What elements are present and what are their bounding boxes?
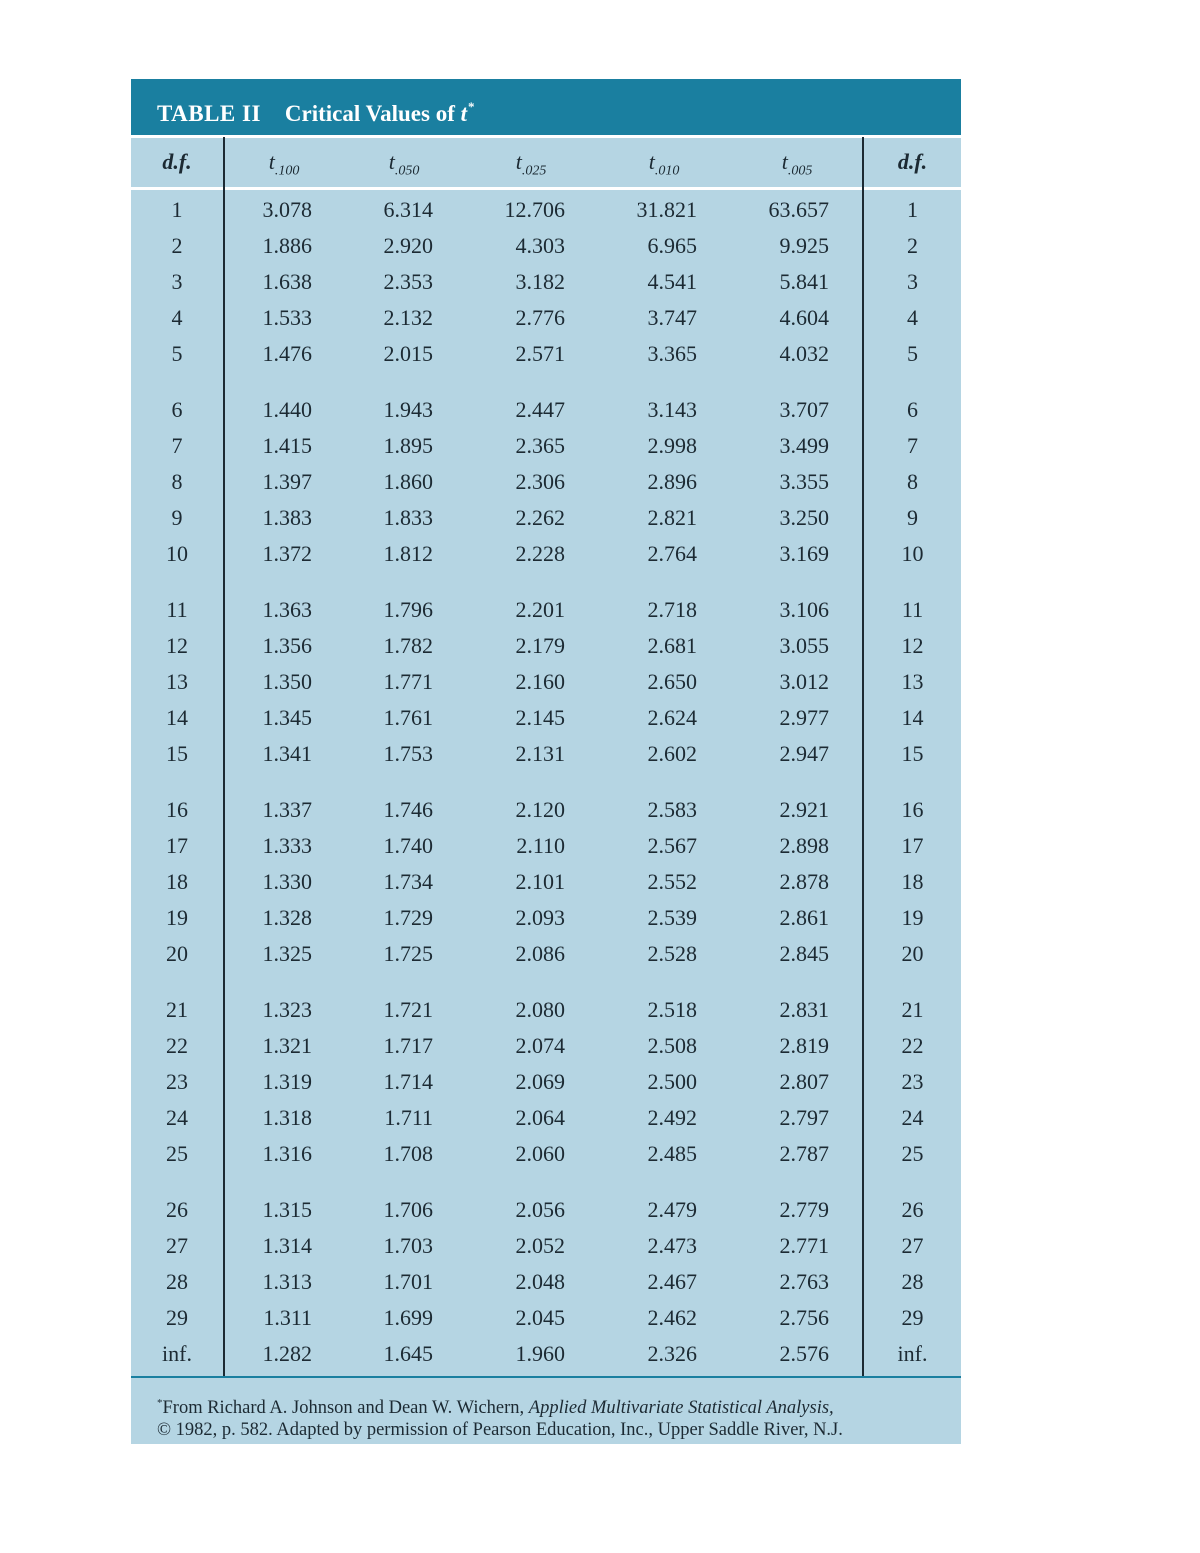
row-value: 1.415 (262, 433, 312, 458)
row-value: 2.861 (779, 905, 829, 930)
row-value: 1.812 (383, 541, 433, 566)
row-value: 1.771 (383, 669, 433, 694)
row-value: 3.012 (779, 669, 829, 694)
row-df-right: 17 (901, 833, 924, 858)
row-df-right: 21 (901, 997, 924, 1022)
row-df-left: 6 (171, 397, 183, 422)
row-value: 1.330 (262, 869, 312, 894)
table-row (131, 869, 961, 903)
table-row (131, 1269, 961, 1303)
row-df-left: 24 (166, 1105, 188, 1130)
table-row (131, 833, 961, 867)
row-value: 1.282 (262, 1341, 312, 1366)
row-df-left: 25 (166, 1141, 188, 1166)
row-value: 2.921 (779, 797, 829, 822)
row-df-right: 18 (901, 869, 924, 894)
row-value: 2.567 (647, 833, 697, 858)
row-df-left: 16 (166, 797, 188, 822)
row-value: 2.069 (515, 1069, 565, 1094)
row-value: 2.110 (516, 833, 565, 858)
header-col-sub: .100 (274, 163, 300, 179)
row-df-right: 14 (901, 705, 924, 730)
table-row (131, 197, 961, 231)
table-row (131, 797, 961, 831)
row-value: 2.821 (647, 505, 697, 530)
row-value: 2.467 (647, 1269, 697, 1294)
row-value: 2.779 (779, 1197, 829, 1222)
row-value: 2.015 (383, 341, 433, 366)
row-value: 2.977 (779, 705, 829, 730)
row-value: 1.318 (262, 1105, 312, 1130)
row-value: 1.321 (262, 1033, 312, 1058)
row-value: 1.325 (262, 941, 312, 966)
row-value: 2.787 (779, 1141, 829, 1166)
row-value: 1.711 (384, 1105, 433, 1130)
row-value: 2.718 (647, 597, 697, 622)
row-value: 9.925 (779, 233, 829, 258)
row-df-left: 13 (166, 669, 188, 694)
row-value: 1.725 (383, 941, 433, 966)
row-value: 2.086 (515, 941, 565, 966)
footnote-marker: * (157, 1397, 163, 1409)
row-df-left: 26 (166, 1197, 188, 1222)
row-df-left: 3 (171, 269, 183, 294)
row-df-right: 19 (901, 905, 924, 930)
row-df-right: 20 (901, 941, 924, 966)
row-df-right: 26 (901, 1197, 924, 1222)
row-df-left: 23 (166, 1069, 188, 1094)
critical-values-table (131, 79, 961, 1444)
row-value: 1.714 (383, 1069, 433, 1094)
row-df-right: 16 (901, 797, 924, 822)
row-value: 2.602 (647, 741, 697, 766)
row-value: 31.821 (636, 197, 697, 222)
row-value: 1.328 (262, 905, 312, 930)
row-df-left: 22 (166, 1033, 188, 1058)
row-value: 1.886 (262, 233, 312, 258)
row-df-left: 29 (166, 1305, 188, 1330)
footnote-line-2: © 1982, p. 582. Adapted by permission of Pearson Education, Inc., Upper Saddle River, N.J. (157, 1420, 843, 1440)
row-value: 3.169 (779, 541, 829, 566)
table-row (131, 341, 961, 375)
row-value: 1.703 (383, 1233, 433, 1258)
row-value: 3.143 (647, 397, 697, 422)
row-df-right: 9 (907, 505, 918, 530)
row-value: 1.699 (383, 1305, 433, 1330)
row-value: 1.337 (262, 797, 312, 822)
row-value: 2.539 (647, 905, 697, 930)
table-row (131, 705, 961, 739)
row-value: 1.796 (383, 597, 433, 622)
row-value: 2.681 (647, 633, 697, 658)
table-number: TABLE II (157, 101, 261, 126)
table-row (131, 1197, 961, 1231)
row-df-left: 28 (166, 1269, 188, 1294)
row-df-right: 23 (901, 1069, 924, 1094)
row-value: 2.771 (779, 1233, 829, 1258)
row-value: 2.052 (515, 1233, 565, 1258)
row-df-left: 1 (171, 197, 183, 222)
row-value: 2.473 (647, 1233, 697, 1258)
table-name-variable: t (460, 101, 468, 126)
row-value: 2.528 (647, 941, 697, 966)
row-value: 2.365 (515, 433, 565, 458)
row-df-right: 12 (901, 633, 924, 658)
row-value: 1.311 (263, 1305, 312, 1330)
row-value: 4.604 (779, 305, 829, 330)
row-value: 1.943 (383, 397, 433, 422)
row-value: 2.160 (515, 669, 565, 694)
table-row (131, 669, 961, 703)
row-value: 2.624 (647, 705, 697, 730)
row-df-right: 22 (901, 1033, 924, 1058)
row-value: 1.860 (383, 469, 433, 494)
header-col-var: t (388, 149, 395, 174)
table-bottom-rule (131, 1376, 961, 1378)
row-value: 63.657 (768, 197, 829, 222)
row-value: 1.645 (383, 1341, 433, 1366)
row-value: 1.638 (262, 269, 312, 294)
row-df-right: 24 (901, 1105, 924, 1130)
row-df-right: 28 (901, 1269, 924, 1294)
row-value: 2.120 (515, 797, 565, 822)
row-df-right: 8 (907, 469, 918, 494)
row-value: 1.363 (262, 597, 312, 622)
header-col-var: t (268, 149, 275, 174)
row-value: 2.518 (647, 997, 697, 1022)
row-value: 3.707 (779, 397, 829, 422)
row-df-left: 7 (171, 433, 183, 458)
row-value: 2.132 (383, 305, 433, 330)
row-value: 2.462 (647, 1305, 697, 1330)
table-row (131, 1341, 961, 1375)
row-df-right: 13 (901, 669, 924, 694)
row-value: 1.314 (262, 1233, 312, 1258)
row-value: 2.326 (647, 1341, 697, 1366)
row-value: 3.182 (515, 269, 565, 294)
footnote-book-title: Applied Multivariate Statistical Analysis, (528, 1398, 834, 1418)
row-df-right: 7 (907, 433, 918, 458)
row-df-right: 27 (901, 1233, 924, 1258)
row-df-left: 11 (166, 597, 188, 622)
row-value: 1.740 (383, 833, 433, 858)
row-df-left: 18 (166, 869, 188, 894)
row-value: 2.583 (647, 797, 697, 822)
row-df-right: 10 (901, 541, 924, 566)
row-df-left: 21 (166, 997, 188, 1022)
row-value: 1.372 (262, 541, 312, 566)
row-value: 1.721 (383, 997, 433, 1022)
row-value: 2.101 (515, 869, 565, 894)
row-value: 1.708 (383, 1141, 433, 1166)
row-value: 3.078 (262, 197, 312, 222)
row-value: 1.383 (262, 505, 312, 530)
row-value: 1.729 (383, 905, 433, 930)
row-value: 2.131 (515, 741, 565, 766)
header-col-sub: .025 (521, 163, 547, 179)
table-row (131, 941, 961, 975)
row-value: 1.440 (262, 397, 312, 422)
row-value: 12.706 (504, 197, 565, 222)
table-row (131, 1033, 961, 1067)
row-value: 2.080 (515, 997, 565, 1022)
row-value: 1.533 (262, 305, 312, 330)
row-value: 1.345 (262, 705, 312, 730)
row-df-left: 20 (166, 941, 188, 966)
table-row (131, 905, 961, 939)
row-value: 2.845 (779, 941, 829, 966)
header-col-var: t (648, 149, 655, 174)
table-row (131, 1069, 961, 1103)
row-df-right: inf. (897, 1341, 928, 1366)
row-df-left: 27 (166, 1233, 188, 1258)
table-row (131, 505, 961, 539)
row-value: 1.333 (262, 833, 312, 858)
table-row (131, 1305, 961, 1339)
row-value: 2.056 (515, 1197, 565, 1222)
row-value: 2.508 (647, 1033, 697, 1058)
row-value: 2.650 (647, 669, 697, 694)
row-value: 2.201 (515, 597, 565, 622)
row-df-right: 25 (901, 1141, 924, 1166)
row-value: 2.831 (779, 997, 829, 1022)
header-col-sub: .010 (654, 163, 680, 179)
row-df-right: 29 (901, 1305, 924, 1330)
row-value: 1.356 (262, 633, 312, 658)
title-footnote-marker: * (468, 99, 475, 114)
row-df-right: 3 (907, 269, 918, 294)
footnote-authors: From Richard A. Johnson and Dean W. Wichern, (162, 1398, 529, 1418)
table-row (131, 741, 961, 775)
row-value: 1.313 (262, 1269, 312, 1294)
row-value: 1.476 (262, 341, 312, 366)
row-value: 1.350 (262, 669, 312, 694)
row-value: 2.074 (515, 1033, 565, 1058)
row-value: 2.228 (515, 541, 565, 566)
row-df-left: 9 (171, 505, 183, 530)
row-value: 2.045 (515, 1305, 565, 1330)
row-value: 2.776 (515, 305, 565, 330)
table-body (131, 79, 961, 1376)
row-df-left: 12 (166, 633, 188, 658)
row-value: 2.878 (779, 869, 829, 894)
row-value: 2.353 (383, 269, 433, 294)
header-df-left: d.f. (162, 149, 192, 174)
row-df-left: 4 (171, 305, 183, 330)
row-value: 2.048 (515, 1269, 565, 1294)
row-value: 2.492 (647, 1105, 697, 1130)
row-value: 1.761 (383, 705, 433, 730)
row-value: 4.541 (647, 269, 697, 294)
row-value: 2.819 (779, 1033, 829, 1058)
header-col-var: t (781, 149, 788, 174)
row-value: 2.552 (647, 869, 697, 894)
row-df-right: 2 (907, 233, 918, 258)
table-row (131, 397, 961, 431)
row-df-right: 11 (901, 597, 924, 622)
row-value: 2.447 (515, 397, 565, 422)
row-value: 2.920 (383, 233, 433, 258)
row-value: 3.106 (779, 597, 829, 622)
row-value: 2.060 (515, 1141, 565, 1166)
row-value: 5.841 (779, 269, 829, 294)
table-row (131, 1233, 961, 1267)
row-value: 6.965 (647, 233, 697, 258)
row-value: 1.746 (383, 797, 433, 822)
header-col-var: t (515, 149, 522, 174)
header-col-sub: .005 (787, 163, 813, 179)
row-value: 2.145 (515, 705, 565, 730)
row-value: 2.262 (515, 505, 565, 530)
row-df-right: 1 (907, 197, 918, 222)
row-value: 2.807 (779, 1069, 829, 1094)
table-row (131, 597, 961, 631)
table-row (131, 469, 961, 503)
header-col-sub: .050 (394, 163, 420, 179)
row-value: 2.064 (515, 1105, 565, 1130)
row-value: 1.833 (383, 505, 433, 530)
row-value: 1.319 (262, 1069, 312, 1094)
row-df-left: 15 (166, 741, 188, 766)
row-value: 1.341 (262, 741, 312, 766)
row-df-right: 5 (907, 341, 918, 366)
table-row (131, 233, 961, 267)
row-df-right: 6 (907, 397, 918, 422)
row-value: 3.250 (779, 505, 829, 530)
table-row (131, 269, 961, 303)
row-value: 1.782 (383, 633, 433, 658)
row-df-left: inf. (162, 1341, 192, 1366)
table-footnote (157, 1392, 947, 1441)
row-value: 1.323 (262, 997, 312, 1022)
row-value: 2.571 (515, 341, 565, 366)
row-value: 1.701 (383, 1269, 433, 1294)
row-value: 2.479 (647, 1197, 697, 1222)
row-value: 1.895 (383, 433, 433, 458)
row-value: 3.499 (779, 433, 829, 458)
row-value: 2.576 (779, 1341, 829, 1366)
table-row (131, 633, 961, 667)
row-value: 3.055 (779, 633, 829, 658)
row-value: 1.753 (383, 741, 433, 766)
row-value: 4.303 (515, 233, 565, 258)
row-df-left: 5 (171, 341, 183, 366)
row-value: 3.365 (647, 341, 697, 366)
table-row (131, 433, 961, 467)
header-df-right: d.f. (897, 149, 928, 174)
table-row (131, 305, 961, 339)
row-value: 2.485 (647, 1141, 697, 1166)
row-value: 3.355 (779, 469, 829, 494)
row-value: 2.756 (779, 1305, 829, 1330)
row-value: 3.747 (647, 305, 697, 330)
row-value: 1.960 (515, 1341, 565, 1366)
row-value: 1.316 (262, 1141, 312, 1166)
row-value: 4.032 (779, 341, 829, 366)
row-value: 6.314 (383, 197, 433, 222)
row-df-left: 17 (166, 833, 188, 858)
row-df-right: 15 (901, 741, 924, 766)
row-df-right: 4 (907, 305, 918, 330)
row-value: 2.896 (647, 469, 697, 494)
row-value: 2.998 (647, 433, 697, 458)
row-value: 2.179 (515, 633, 565, 658)
row-df-left: 19 (166, 905, 188, 930)
table-name-text: Critical Values of (284, 101, 461, 126)
row-df-left: 14 (166, 705, 188, 730)
row-value: 1.734 (383, 869, 433, 894)
table-row (131, 541, 961, 575)
row-value: 1.397 (262, 469, 312, 494)
row-df-left: 8 (171, 469, 183, 494)
row-value: 2.797 (779, 1105, 829, 1130)
row-value: 2.898 (779, 833, 829, 858)
table-row (131, 1141, 961, 1175)
row-value: 2.764 (647, 541, 697, 566)
row-value: 2.947 (779, 741, 829, 766)
table-row (131, 1105, 961, 1139)
footnote-line-1 (157, 1392, 947, 1419)
row-value: 2.093 (515, 905, 565, 930)
row-value: 1.717 (383, 1033, 433, 1058)
row-df-left: 2 (171, 233, 183, 258)
row-value: 2.500 (647, 1069, 697, 1094)
row-value: 2.306 (515, 469, 565, 494)
row-value: 2.763 (779, 1269, 829, 1294)
row-df-left: 10 (166, 541, 188, 566)
row-value: 1.315 (262, 1197, 312, 1222)
table-row (131, 997, 961, 1031)
row-value: 1.706 (383, 1197, 433, 1222)
